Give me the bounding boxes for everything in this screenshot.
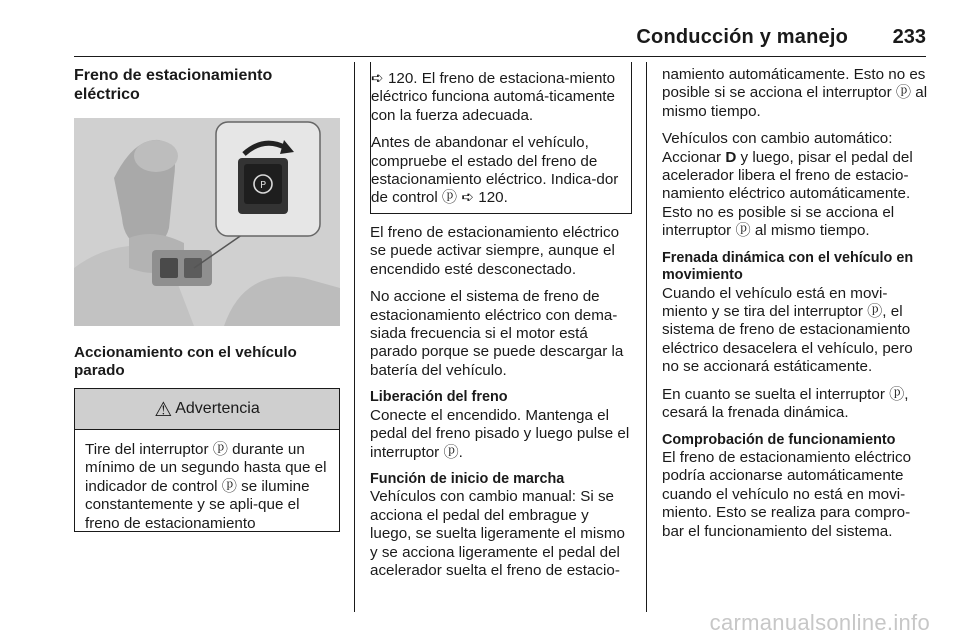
warning-label: Advertencia <box>175 400 260 417</box>
column-3 <box>662 66 928 550</box>
start-function-heading: Función de inicio de marcha <box>370 470 565 487</box>
watermark: carmanualsonline.info <box>709 610 930 635</box>
sub-heading: Accionamiento con el vehículo parado <box>74 344 297 380</box>
text-run: y luego, pisar el pedal del acelerador libera el freno de estacio-namiento eléctrico automáticamente. Esto no es posible si se acciona el interruptor ⓟ al mismo tiempo. <box>662 148 913 240</box>
paragraph: No accione el sistema de freno de estacionamiento eléctrico con dema-siada frecuencia si el motor está parado porque se puede descargar la batería del vehículo. <box>370 288 624 379</box>
page-header <box>74 26 926 56</box>
note-box <box>370 62 632 214</box>
parking-brake-image <box>74 118 340 326</box>
column-2-text <box>370 224 632 590</box>
warning-text: Tire del interruptor ⓟ durante un mínimo de un segundo hasta que el indicador de control ⓟ se ilumine constantemente y se apli-que el freno de estacionamiento <box>85 441 327 532</box>
function-check-heading: Comprobación de funcionamiento <box>662 431 896 448</box>
paragraph: namiento automáticamente. Esto no es posible si se acciona el interruptor ⓟ al mismo tiempo. <box>662 66 928 120</box>
paragraph: Cuando el vehículo está en movi-miento y se tira del interruptor ⓟ, el sistema de freno de estacionamiento eléctrico desacelera el vehículo, pero no se accionará estáticamente. <box>662 284 913 376</box>
release-heading: Liberación del freno <box>370 389 508 406</box>
paragraph: Vehículos con cambio manual: Si se acciona el pedal del embrague y luego, se suelta ligeramente el mismo y se acciona ligeramente el pedal del acelerador suelta el freno de estacio- <box>370 488 625 580</box>
gear-d-label: D <box>725 148 737 166</box>
column-divider-1 <box>354 62 355 612</box>
page-number: 233 <box>892 26 926 48</box>
paragraph: En cuanto se suelta el interruptor ⓟ, cesará la frenada dinámica. <box>662 385 909 422</box>
paragraph <box>662 130 928 240</box>
svg-text:P: P <box>259 180 267 191</box>
header-rule <box>74 56 926 57</box>
note-paragraph: ➪ 120. El freno de estaciona-miento eléctrico funciona automá-ticamente con la fuerza adecuada. <box>371 70 616 124</box>
warning-triangle-icon: ⚠ <box>154 398 173 421</box>
note-paragraph: Antes de abandonar el vehículo, compruebe el estado del freno de estacionamiento eléctrico. Indica-dor de control ⓟ ➪ 120. <box>371 134 619 207</box>
warning-header <box>75 389 339 430</box>
paragraph: Conecte el encendido. Mantenga el pedal del freno pisado y luego pulse el interruptor ⓟ. <box>370 406 630 461</box>
paragraph: El freno de estacionamiento eléctrico podría accionarse automáticamente cuando el vehículo no está en movi-miento. Esto se realiza para compro-bar el funcionamiento del sistema. <box>662 449 912 540</box>
parking-brake-illustration <box>74 118 340 326</box>
warning-box <box>74 388 340 532</box>
text-run: Vehículos con cambio automático: Accionar <box>662 130 893 166</box>
chapter-title: Conducción y manejo <box>636 26 848 48</box>
paragraph: El freno de estacionamiento eléctrico se puede activar siempre, aunque el encendido esté desconectado. <box>370 224 620 278</box>
column-divider-2 <box>646 62 647 612</box>
column-1 <box>74 62 340 104</box>
column-1-sub <box>74 344 340 381</box>
dynamic-braking-heading: Frenada dinámica con el vehículo en movimiento <box>662 249 914 284</box>
section-heading: Freno de estacionamiento eléctrico <box>74 67 273 103</box>
